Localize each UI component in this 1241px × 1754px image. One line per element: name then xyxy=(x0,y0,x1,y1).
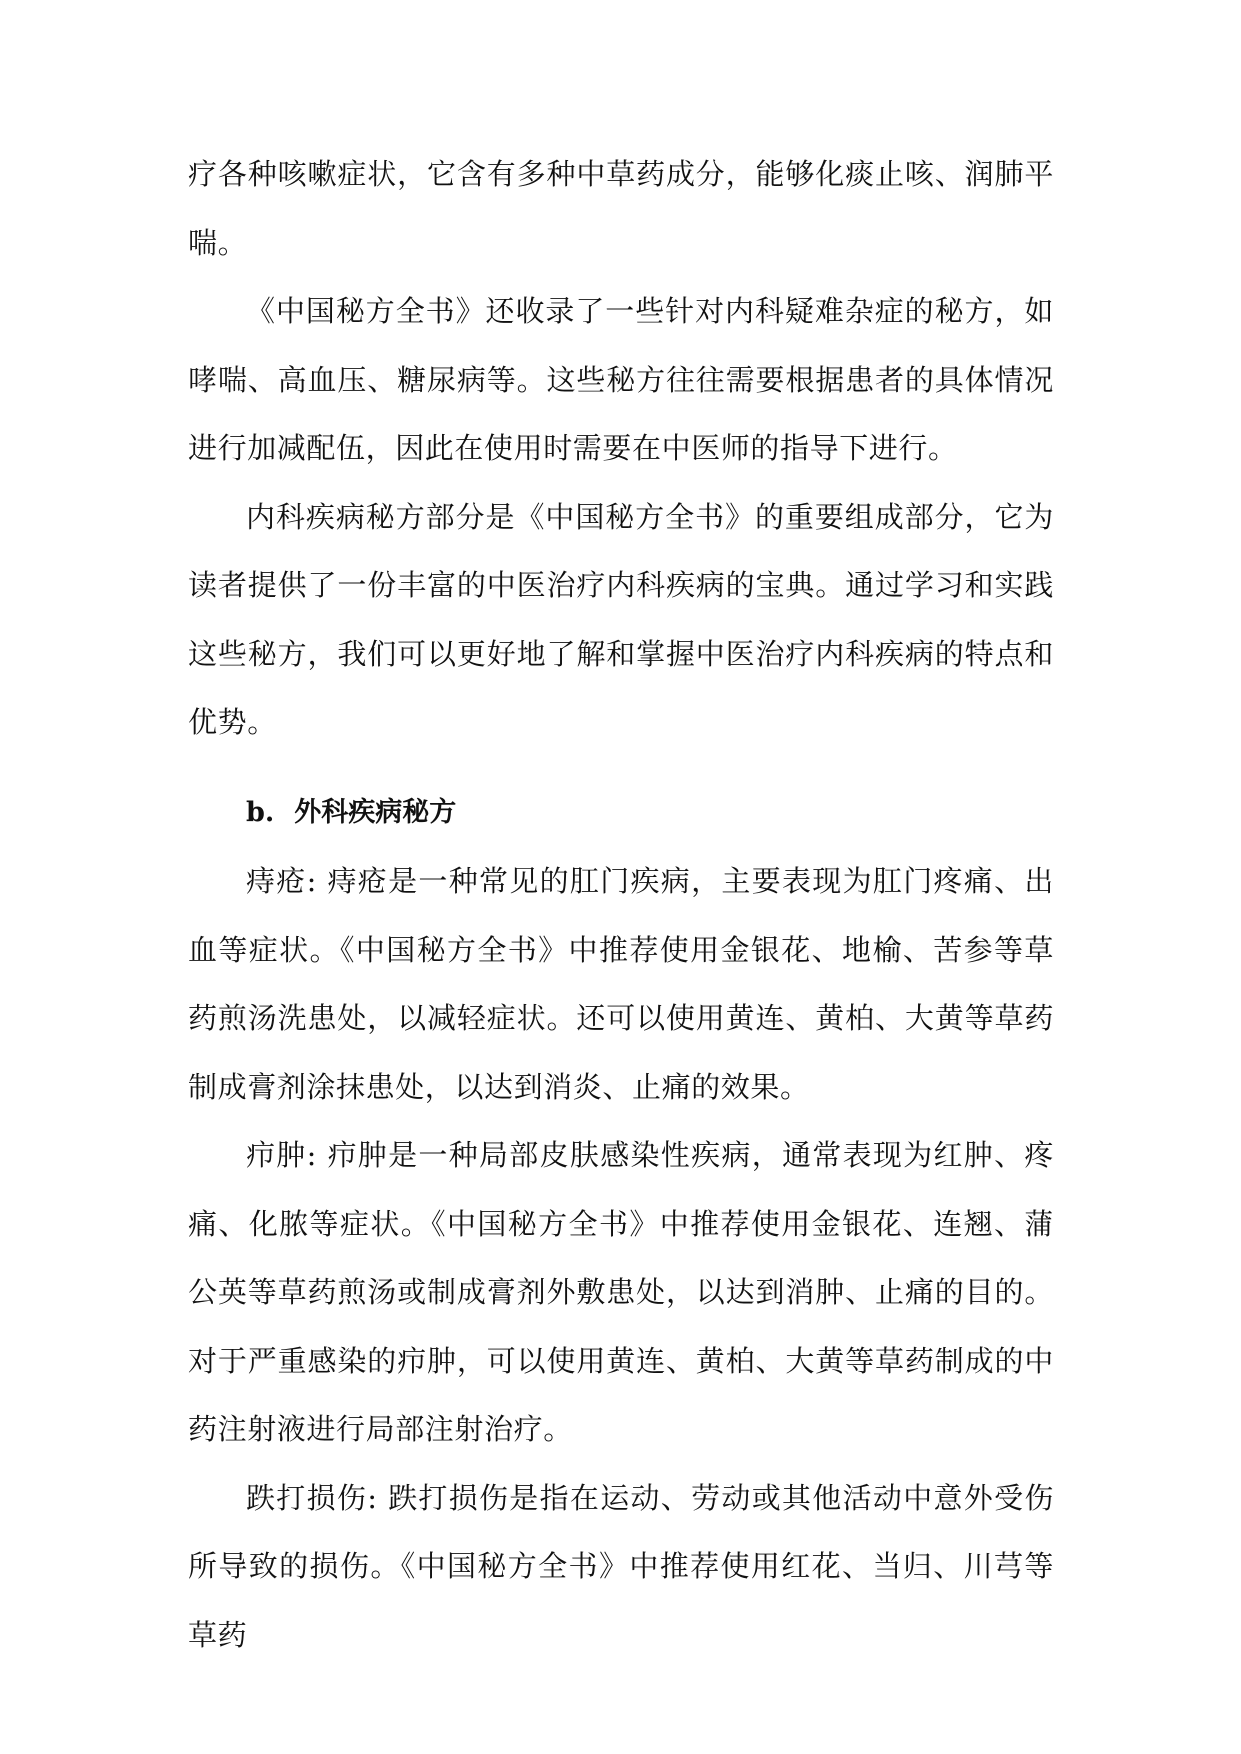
paragraph-traumatic-injury: 跌打损伤: 跌打损伤是指在运动、劳动或其他活动中意外受伤所导致的损伤。《中国秘方全书》中推荐使用红花、当归、川芎等草药 xyxy=(188,1480,1054,1652)
section-heading-surgical-remedies xyxy=(246,779,1054,848)
paragraph-furuncle: 疖肿: 疖肿是一种局部皮肤感染性疾病，通常表现为红肿、疼痛、化脓等症状。《中国秘方全书》中推荐使用金银花、连翘、蒲公英等草药煎汤或制成膏剂外敷患处，以达到消肿、止痛的目的。对于严重感染的疖肿，可以使用黄连、黄柏、大黄等草药制成的中药注射液进行局部注射治疗。 xyxy=(188,1138,1054,1446)
page-body xyxy=(188,140,1054,1669)
paragraph-hemorrhoids: 痔疮: 痔疮是一种常见的肛门疾病，主要表现为肛门疼痛、出血等症状。《中国秘方全书》中推荐使用金银花、地榆、苦参等草药煎汤洗患处，以减轻症状。还可以使用黄连、黄柏、大黄等草药制成膏剂涂抹患处，以达到消炎、止痛的效果。 xyxy=(188,864,1054,1104)
section-heading-title: 外科疾病秘方 xyxy=(294,796,457,828)
paragraph-cough-remedy-continued: 疗各种咳嗽症状，它含有多种中草药成分，能够化痰止咳、润肺平喘。 xyxy=(188,157,1054,260)
paragraph-internal-medicine-summary: 内科疾病秘方部分是《中国秘方全书》的重要组成部分，它为读者提供了一份丰富的中医治疗内科疾病的宝典。通过学习和实践这些秘方，我们可以更好地了解和掌握中医治疗内科疾病的特点和优势。 xyxy=(188,499,1054,739)
section-heading-marker: b. xyxy=(246,796,275,828)
paragraph-difficult-diseases: 《中国秘方全书》还收录了一些针对内科疑难杂症的秘方，如哮喘、高血压、糖尿病等。这些秘方往往需要根据患者的具体情况进行加减配伍，因此在使用时需要在中医师的指导下进行。 xyxy=(188,294,1054,465)
